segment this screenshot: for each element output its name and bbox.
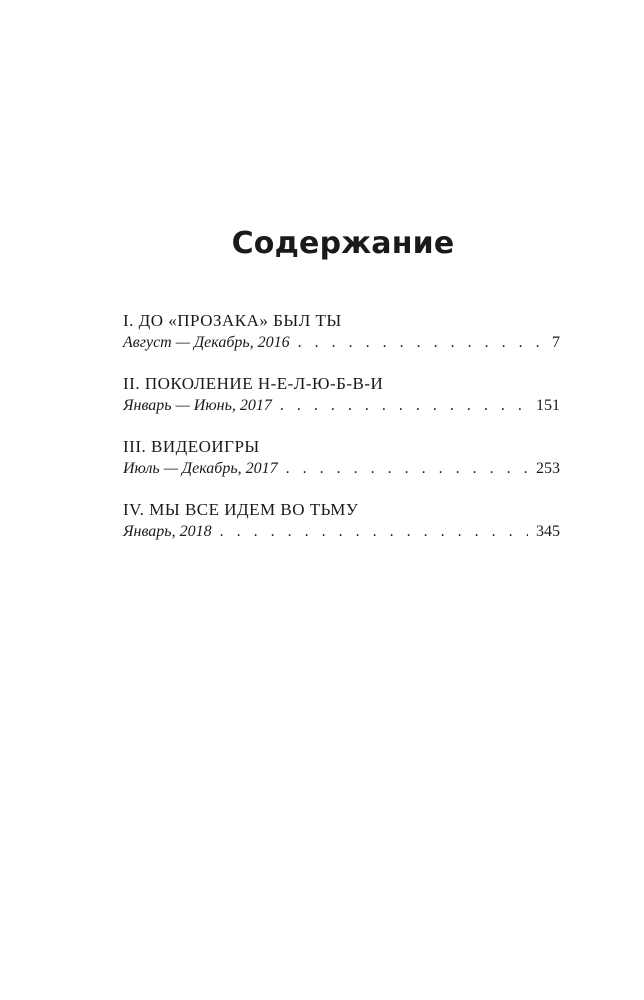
part-title: III. ВИДЕОИГРЫ [123,437,260,456]
page-number: 151 [536,397,560,414]
part-period: Январь — Июнь, 2017 [123,397,272,414]
table-of-contents [123,310,560,562]
dot-leader [220,521,528,543]
part-period: Январь, 2018 [123,523,212,540]
dot-leader [298,332,551,354]
part-title: II. ПОКОЛЕНИЕ Н-Е-Л-Ю-Б-В-И [123,374,384,393]
toc-entry-1[interactable] [123,310,560,373]
toc-entry-4[interactable] [123,499,560,562]
dot-leader [280,395,528,417]
toc-heading: Содержание [231,226,455,261]
part-title: I. ДО «ПРОЗАКА» БЫЛ ТЫ [123,311,342,330]
toc-entry-3[interactable] [123,436,560,499]
part-period: Август — Декабрь, 2016 [123,334,290,351]
toc-entry-2[interactable] [123,373,560,436]
page-number: 253 [536,460,560,477]
part-title: IV. МЫ ВСЕ ИДЕМ ВО ТЬМУ [123,500,359,519]
toc-line [123,395,560,417]
dot-leader [286,458,528,480]
part-period: Июль — Декабрь, 2017 [123,460,278,477]
page-number: 345 [536,523,560,540]
toc-line [123,332,560,354]
page-number: 7 [552,334,560,351]
toc-line [123,458,560,480]
toc-line [123,521,560,543]
